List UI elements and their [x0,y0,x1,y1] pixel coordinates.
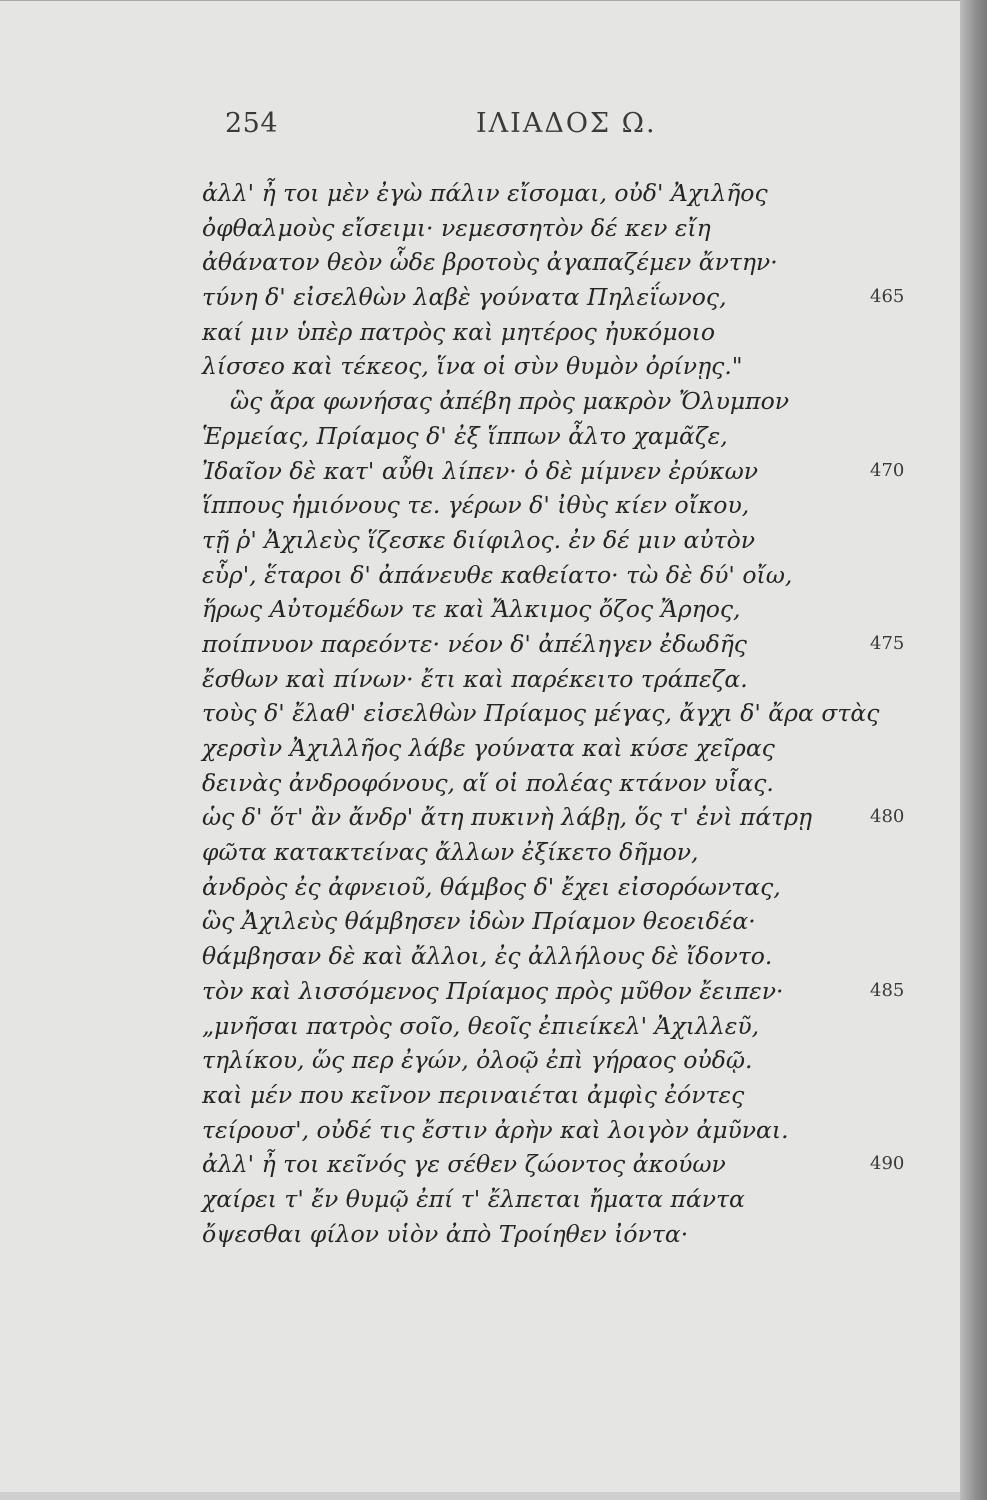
verse-line [202,419,902,454]
verse-line [202,1113,902,1148]
verse-line [202,1078,902,1113]
verse-line [202,766,902,801]
verse-line [202,384,902,419]
verse-line [202,939,902,974]
verse-text: τείρουσ', οὐδέ τις ἔστιν ἀρὴν καὶ λοιγὸν ἀμῦναι. [202,1115,789,1144]
verse-line [202,1147,905,1182]
verse-text: ἥρως Αὐτομέδων τε καὶ Ἄλκιμος ὄζος Ἄρηος, [202,595,741,624]
line-number: 480 [870,806,905,828]
running-header [0,108,960,148]
verse-line [202,176,902,211]
verse-text: ἀνδρὸς ἐς ἀφνειοῦ, θάμβος δ' ἔχει εἰσορόωντας, [202,872,781,901]
verse-text: „μνῆσαι πατρὸς σοῖο, θεοῖς ἐπιείκελ' Ἀχιλλεῦ, [202,1011,760,1040]
verse-line [202,974,905,1009]
line-number: 485 [870,979,905,1001]
verse-text: χαίρει τ' ἔν θυμῷ ἐπί τ' ἔλπεται ἤματα πάντα [202,1184,745,1213]
verse-text: τῇ ῥ' Ἀχιλεὺς ἵζεσκε διίφιλος. ἐν δέ μιν αὐτὸν [202,525,756,554]
running-title: ΙΛΙΑΔΟΣ Ω. [476,108,657,139]
verse-text: ἔσθων καὶ πίνων· ἔτι καὶ παρέκειτο τράπεζα. [202,664,748,693]
verse-text: δεινὰς ἀνδροφόνους, αἵ οἱ πολέας κτάνον υἷας. [202,768,774,797]
verse-text: ὡς δ' ὅτ' ἂν ἄνδρ' ἄτη πυκινὴ λάβῃ, ὅς τ' ἐνὶ πάτρῃ [202,803,813,832]
verse-text: ὣς ἄρα φωνήσας ἀπέβη πρὸς μακρὸν Ὄλυμπον [230,387,790,416]
page-number: 254 [225,108,279,139]
verse-text: Ἑρμείας, Πρίαμος δ' ἐξ ἵππων ἆλτο χαμᾶζε, [202,421,728,450]
page-top-edge [0,0,960,1]
verse-line [202,488,902,523]
verse-text: λίσσεο καὶ τέκεος, ἵνα οἱ σὺν θυμὸν ὀρίνῃς." [202,352,743,381]
verse-text: ὄψεσθαι φίλον υἱὸν ἀπὸ Τροίηθεν ἰόντα· [202,1219,689,1248]
verse-line [202,1009,902,1044]
verse-line [202,662,902,697]
verse-text: ποίπνυον παρεόντε· νέον δ' ἀπέληγεν ἐδωδῆς [202,629,747,658]
verse-text: ὀφθαλμοὺς εἴσειμι· νεμεσσητὸν δέ κεν εἴη [202,213,711,242]
verse-line [202,558,902,593]
verse-line [202,1182,902,1217]
verse-line [202,731,902,766]
verse-line [202,696,902,731]
verse-text: ἀλλ' ἦ τοι μὲν ἐγὼ πάλιν εἴσομαι, οὐδ' Ἀχιλῆος [202,179,768,207]
verse-text: ἀλλ' ἦ τοι κεῖνός γε σέθεν ζώοντος ἀκούων [202,1150,726,1179]
verse-line [202,904,902,939]
line-number: 490 [870,1153,905,1175]
verse-line [202,835,902,870]
verse-text: τύνη δ' εἰσελθὼν λαβὲ γούνατα Πηλεΐωνος, [202,283,727,312]
verse-text: ἀθάνατον θεὸν ὧδε βροτοὺς ἀγαπαζέμεν ἄντην· [202,248,778,277]
line-number: 470 [870,459,905,481]
verse-line [202,592,902,627]
verse-line [202,349,902,384]
verse-line [202,211,902,246]
verse-text: εὗρ', ἕταροι δ' ἀπάνευθε καθείατο· τὼ δὲ δύ' οἴω, [202,560,793,589]
line-number: 475 [870,632,905,654]
verse-text: ἵππους ἡμιόνους τε. γέρων δ' ἰθὺς κίεν οἴκου, [202,491,750,520]
verse-text: τοὺς δ' ἔλαθ' εἰσελθὼν Πρίαμος μέγας, ἄγχι δ' ἄρα στὰς [202,699,880,728]
verse-line [202,315,902,350]
line-number: 465 [870,286,905,308]
verse-text: χερσὶν Ἀχιλλῆος λάβε γούνατα καὶ κύσε χεῖρας [202,734,775,762]
verse-line [202,627,905,662]
verse-text: ὣς Ἀχιλεὺς θάμβησεν ἰδὼν Πρίαμον θεοειδέα· [202,907,756,936]
verse-text: θάμβησαν δὲ καὶ ἄλλοι, ἐς ἀλλήλους δὲ ἴδοντο. [202,942,773,971]
verse-text: τηλίκου, ὥς περ ἐγών, ὀλοῷ ἐπὶ γήραος οὐδῷ. [202,1046,753,1075]
verse-block [202,176,905,1251]
verse-text: καί μιν ὑπὲρ πατρὸς καὶ μητέρος ἠυκόμοιο [202,317,715,346]
verse-text: Ἰδαῖον δὲ κατ' αὖθι λίπεν· ὁ δὲ μίμνεν ἐρύκων [202,456,759,485]
verse-line [202,870,902,905]
verse-line [202,800,905,835]
page-edge-shadow [960,0,987,1500]
verse-line [202,454,905,489]
verse-line [202,523,902,558]
verse-text: τὸν καὶ λισσόμενος Πρίαμος πρὸς μῦθον ἔειπεν· [202,976,784,1005]
verse-line [202,1217,902,1252]
verse-line [202,245,902,280]
verse-text: φῶτα κατακτείνας ἄλλων ἐξίκετο δῆμον, [202,838,699,867]
verse-text: καὶ μέν που κεῖνον περιναιέται ἀμφὶς ἐόντες [202,1080,745,1109]
verse-line [202,280,905,315]
verse-line [202,1043,902,1078]
